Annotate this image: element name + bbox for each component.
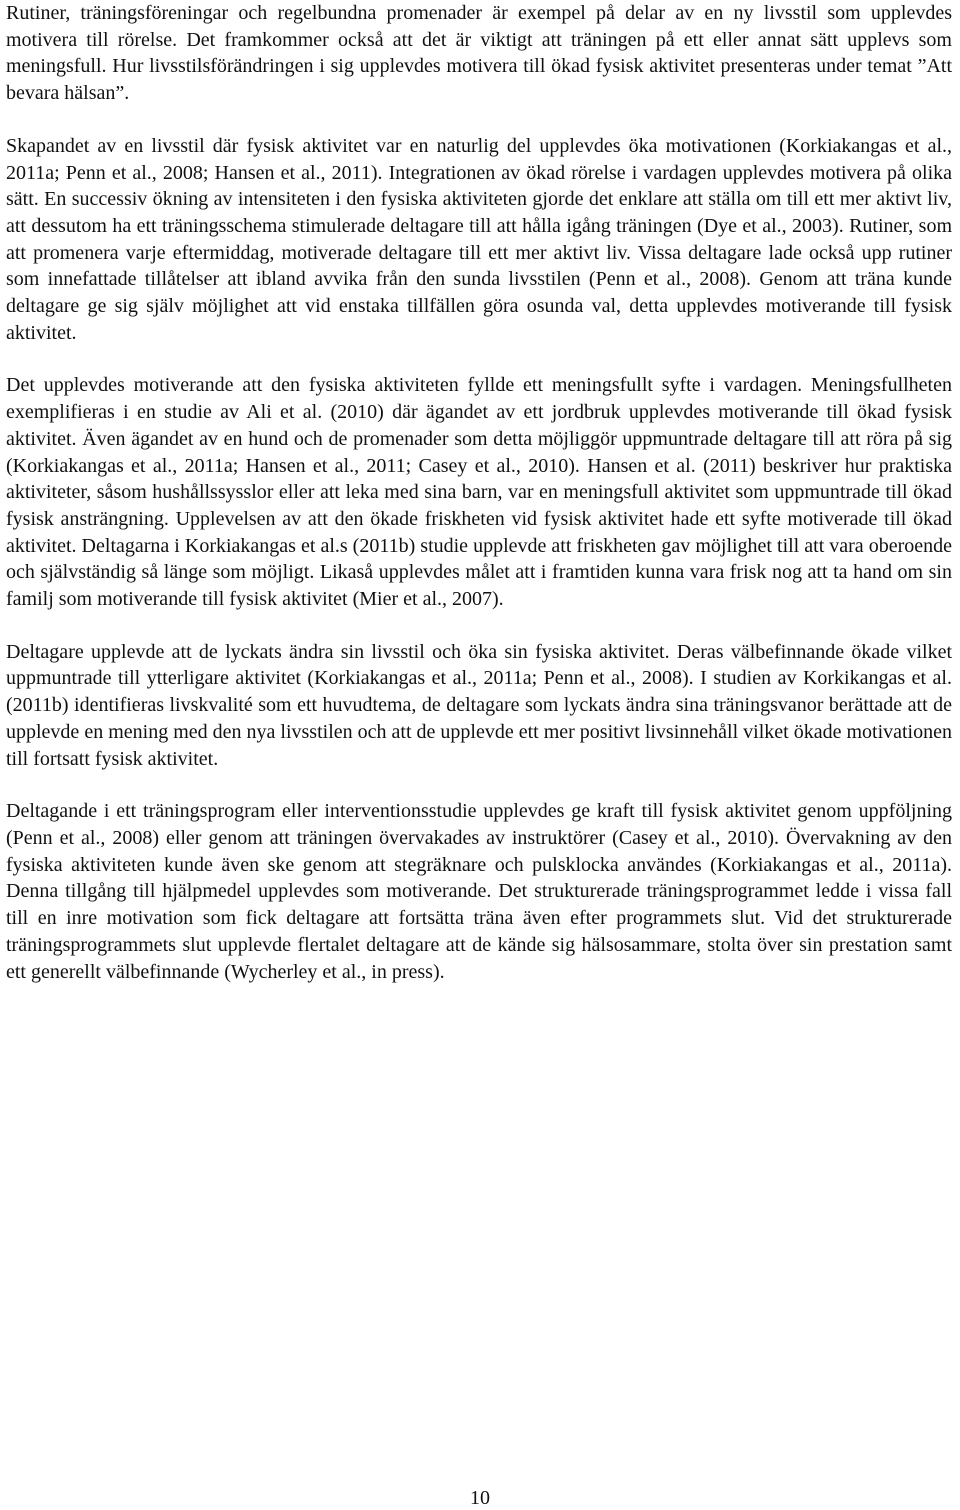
paragraph-1: Rutiner, träningsföreningar och regelbundna promenader är exempel på delar av en ny livsstil som upplevdes motivera till rörelse. Det framkommer också att det är viktigt att träningen på ett eller annat sätt upplevs som meningsfull. Hur livsstilsförändringen i sig upplevdes motivera till ökad fysisk aktivitet presenteras under temat ”Att bevara hälsan”. [6, 2, 952, 105]
paragraph-4: Deltagare upplevde att de lyckats ändra sin livsstil och öka sin fysiska aktivitet. Deras välbefinnande ökade vilket uppmuntrade till ytterligare aktivitet (Korkiakangas et al., 2011a; Penn et al., 2008). I studien av Korkikangas et al.(2011b) identifieras livskvalité som ett huvudtema, de deltagare som lyckats ändra sina träningsvanor berättade att de upplevde en mening med den nya livsstilen och att de upplevde ett mer positivt livsinnehåll vilket ökade motivationen till fortsatt fysisk aktivitet. [6, 640, 952, 770]
document-page [6, 0, 952, 985]
paragraph-5: Deltagande i ett träningsprogram eller interventionsstudie upplevdes ge kraft till fysisk aktivitet genom uppföljning (Penn et al., 2008) eller genom att träningen övervakades av instruktörer (Casey et al., 2010). Övervakning av den fysiska aktiviteten kunde även ske genom att stegräknare och pulsklocka användes (Korkiakangas et al., 2011a). Denna tillgång till hjälpmedel upplevdes som motiverande. Det strukturerade träningsprogrammet ledde i vissa fall till en inre motivation som fick deltagare att fortsätta träna även efter programmets slut. Vid det strukturerade träningsprogrammets slut upplevde flertalet deltagare att de kände sig hälsosammare, stolta över sin prestation samt ett generellt välbefinnande (Wycherley et al., in press). [6, 800, 952, 983]
paragraph-3: Det upplevdes motiverande att den fysiska aktiviteten fyllde ett meningsfullt syfte i vardagen. Meningsfullheten exemplifieras i en studie av Ali et al. (2010) där ägandet av ett jordbruk upplevdes motiverande till ökad fysisk aktivitet. Även ägandet av en hund och de promenader som detta möjliggör uppmuntrade deltagare till att röra på sig (Korkiakangas et al., 2011a; Hansen et al., 2011; Casey et al., 2010). Hansen et al. (2011) beskriver hur praktiska aktiviteter, såsom hushållssysslor eller att leka med sina barn, var en meningsfull aktivitet som uppmuntrade till ökad fysisk ansträngning. Upplevelsen av att den ökade friskheten vid fysisk aktivitet hade ett syfte motiverade till ökad aktivitet. Deltagarna i Korkiakangas et al.s (2011b) studie upplevde att friskheten gav möjlighet till att vara oberoende och självständig så länge som möjligt. Likaså upplevdes målet att i framtiden kunna vara frisk nog att ta hand om sin familj som motiverande till fysisk aktivitet (Mier et al., 2007). [6, 374, 952, 611]
paragraph-2: Skapandet av en livsstil där fysisk aktivitet var en naturlig del upplevdes öka motivationen (Korkiakangas et al., 2011a; Penn et al., 2008; Hansen et al., 2011). Integrationen av ökad rörelse i vardagen upplevdes motivera på olika sätt. En successiv ökning av intensiteten i den fysiska aktiviteten gjorde det enklare att ställa om till ett mer aktivt liv, att dessutom ha ett träningsschema stimulerade deltagare till att hålla igång träningen (Dye et al., 2003). Rutiner, som att promenera varje eftermiddag, motiverade deltagare till ett mer aktivt liv. Vissa deltagare lade också upp rutiner som innefattade tillåtelser att ibland avvika från den sunda livsstilen (Penn et al., 2008). Genom att träna kunde deltagare ge sig själv möjlighet att vid enstaka tillfällen göra osunda val, detta upplevdes motiverande till fysisk aktivitet. [6, 134, 952, 344]
page-number: 10 [470, 1487, 490, 1509]
